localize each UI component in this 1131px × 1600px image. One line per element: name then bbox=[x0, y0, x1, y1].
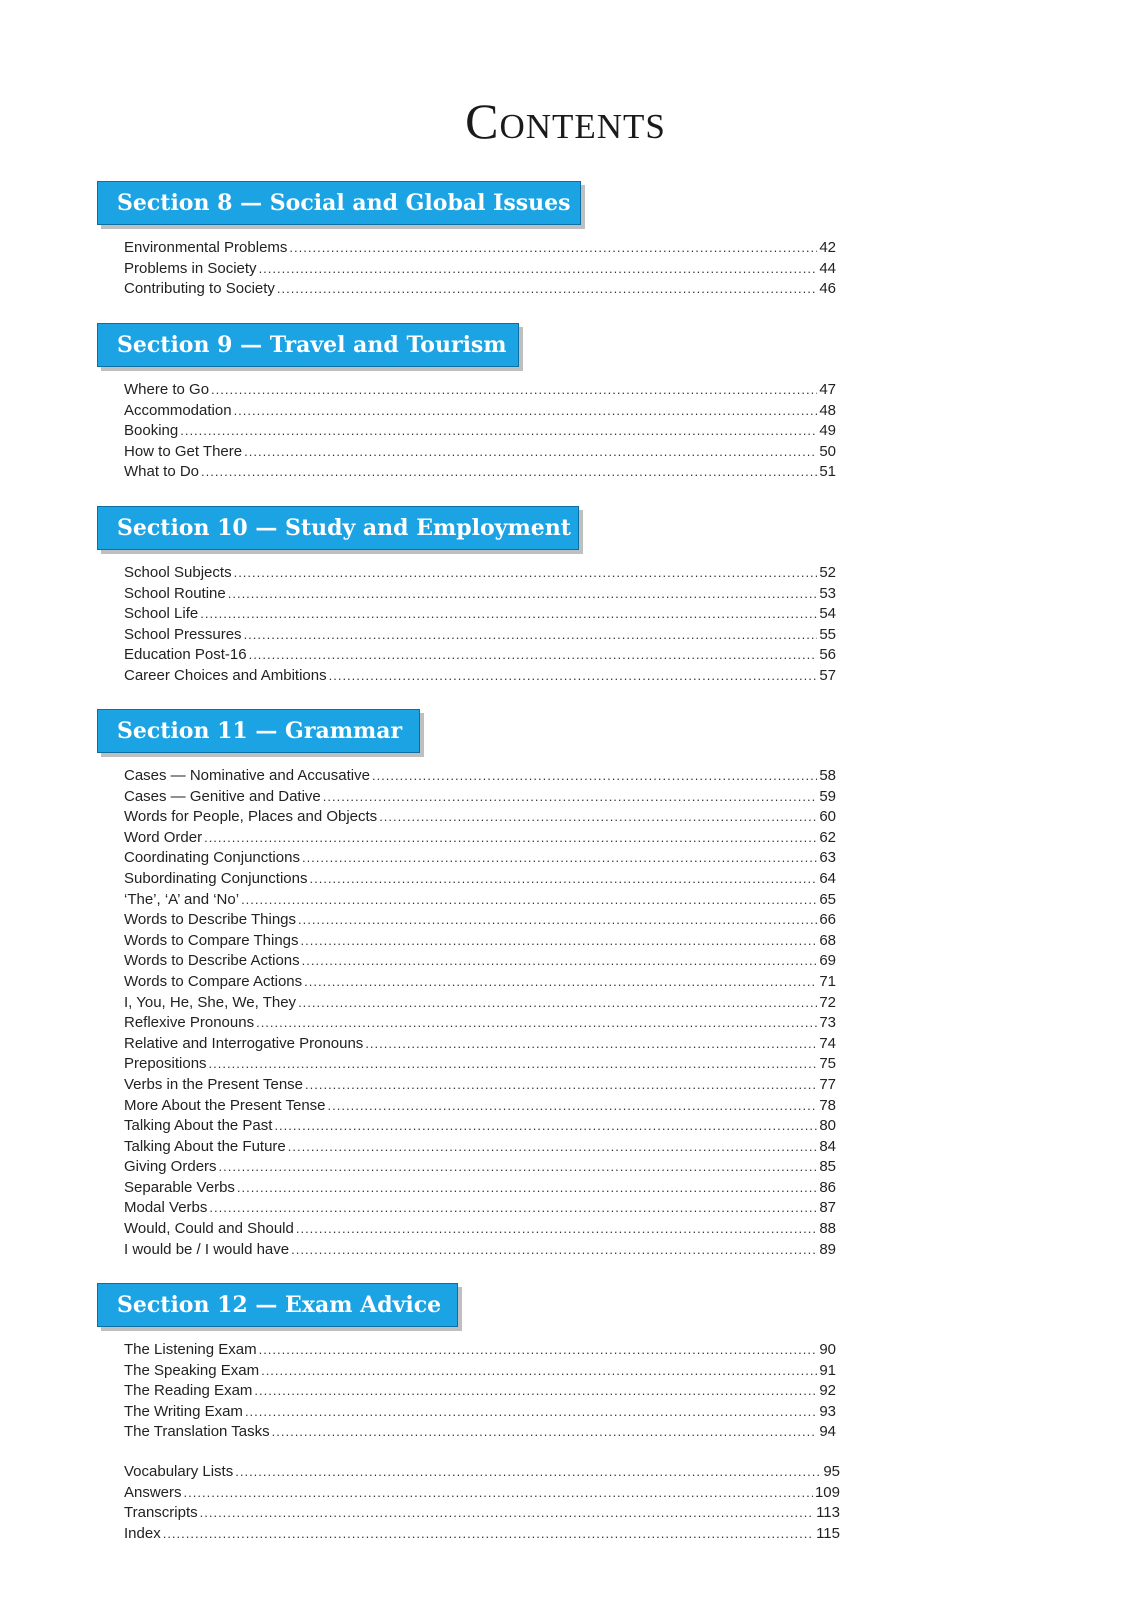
toc-entry[interactable] bbox=[124, 1402, 836, 1423]
dot-leader bbox=[259, 259, 818, 280]
toc-entry[interactable] bbox=[124, 1422, 836, 1443]
dot-leader bbox=[219, 1157, 818, 1178]
entry-title: Words to Compare Actions bbox=[124, 972, 303, 990]
dot-leader bbox=[234, 563, 818, 584]
dot-leader bbox=[254, 1381, 817, 1402]
toc-entry[interactable] bbox=[124, 625, 836, 646]
toc-entry[interactable] bbox=[124, 279, 836, 300]
toc-entry[interactable] bbox=[124, 462, 836, 483]
page-number: 58 bbox=[819, 767, 836, 784]
page-number: 46 bbox=[819, 280, 836, 298]
section-9-entries bbox=[124, 380, 836, 483]
entry-title: School Life bbox=[124, 605, 199, 623]
entry-title: Problems in Society bbox=[124, 259, 257, 277]
entry-title: Where to Go bbox=[124, 381, 210, 398]
page-number: 60 bbox=[819, 808, 836, 826]
toc-entry[interactable] bbox=[124, 1483, 840, 1504]
dot-leader bbox=[209, 1054, 818, 1075]
entry-title: The Reading Exam bbox=[124, 1382, 253, 1400]
dot-leader bbox=[249, 645, 818, 666]
toc-entry[interactable] bbox=[124, 666, 836, 687]
entry-title: Accommodation bbox=[124, 401, 232, 419]
page-number: 63 bbox=[819, 849, 836, 867]
dot-leader bbox=[298, 993, 817, 1014]
entry-title: More About the Present Tense bbox=[124, 1096, 326, 1114]
toc-entry[interactable] bbox=[124, 645, 836, 666]
page-number: 53 bbox=[819, 584, 836, 602]
dot-leader bbox=[259, 1340, 818, 1361]
entry-title: How to Get There bbox=[124, 442, 243, 460]
page-number: 65 bbox=[819, 890, 836, 908]
dot-leader bbox=[272, 1422, 818, 1443]
entry-title: Subordinating Conjunctions bbox=[124, 869, 308, 887]
toc-entry[interactable] bbox=[124, 828, 836, 849]
page-number: 75 bbox=[819, 1055, 836, 1073]
entry-title: Vocabulary Lists bbox=[124, 1463, 234, 1480]
dot-leader bbox=[200, 1503, 814, 1524]
entry-title: Words for People, Places and Objects bbox=[124, 808, 378, 826]
toc-entry[interactable] bbox=[124, 442, 836, 463]
dot-leader bbox=[289, 238, 817, 259]
toc-entry[interactable] bbox=[124, 1013, 836, 1034]
page-number: 74 bbox=[819, 1034, 836, 1052]
page-number: 66 bbox=[819, 911, 836, 929]
section-heading-10: Section 10 — Study and Employment bbox=[97, 506, 579, 550]
dot-leader bbox=[298, 910, 817, 931]
section-heading-11: Section 11 — Grammar bbox=[97, 709, 420, 753]
toc-entry[interactable] bbox=[124, 380, 836, 401]
dot-leader bbox=[301, 931, 818, 952]
toc-entry[interactable] bbox=[124, 1240, 836, 1261]
page-number: 47 bbox=[819, 381, 836, 398]
dot-leader bbox=[302, 951, 818, 972]
page-number: 48 bbox=[819, 401, 836, 419]
page-number: 86 bbox=[819, 1178, 836, 1196]
dot-leader bbox=[277, 279, 817, 300]
dot-leader bbox=[228, 584, 818, 605]
dot-leader bbox=[261, 1361, 817, 1382]
dot-leader bbox=[241, 890, 817, 911]
page-number: 69 bbox=[819, 952, 836, 970]
page-number: 64 bbox=[819, 869, 836, 887]
toc-entry[interactable] bbox=[124, 1096, 836, 1117]
toc-entry[interactable] bbox=[124, 890, 836, 911]
page-number: 77 bbox=[819, 1075, 836, 1093]
page-number: 84 bbox=[819, 1137, 836, 1155]
entry-title: Giving Orders bbox=[124, 1158, 217, 1176]
dot-leader bbox=[163, 1524, 814, 1545]
page-number: 90 bbox=[819, 1341, 836, 1358]
toc-entry[interactable] bbox=[124, 972, 836, 993]
toc-entry[interactable] bbox=[124, 1524, 840, 1545]
toc-entry[interactable] bbox=[124, 1075, 836, 1096]
section-8-entries bbox=[124, 238, 836, 300]
page-number: 56 bbox=[819, 646, 836, 664]
page-number: 57 bbox=[819, 666, 836, 684]
entry-title: Coordinating Conjunctions bbox=[124, 849, 300, 867]
toc-entry[interactable] bbox=[124, 869, 836, 890]
dot-leader bbox=[204, 828, 817, 849]
toc-entry[interactable] bbox=[124, 766, 836, 787]
entry-title: I, You, He, She, We, They bbox=[124, 993, 297, 1011]
page-number: 68 bbox=[819, 931, 836, 949]
page-number: 44 bbox=[819, 259, 836, 277]
dot-leader bbox=[234, 401, 818, 422]
entry-title: The Writing Exam bbox=[124, 1402, 243, 1420]
dot-leader bbox=[379, 807, 817, 828]
entry-title: I would be / I would have bbox=[124, 1240, 290, 1258]
page-number: 93 bbox=[819, 1402, 836, 1420]
entry-title: The Speaking Exam bbox=[124, 1361, 260, 1379]
section-heading-12: Section 12 — Exam Advice bbox=[97, 1283, 458, 1327]
page-number: 95 bbox=[823, 1463, 840, 1480]
toc-entry[interactable] bbox=[124, 951, 836, 972]
page-number: 42 bbox=[819, 239, 836, 256]
page-number: 113 bbox=[816, 1504, 840, 1522]
toc-entry[interactable] bbox=[124, 1503, 840, 1524]
toc-entry[interactable] bbox=[124, 1034, 836, 1055]
page-number: 55 bbox=[819, 625, 836, 643]
page-number: 80 bbox=[819, 1117, 836, 1135]
entry-title: Cases — Genitive and Dative bbox=[124, 787, 321, 805]
toc-entry[interactable] bbox=[124, 1116, 836, 1137]
dot-leader bbox=[296, 1219, 817, 1240]
dot-leader bbox=[288, 1137, 818, 1158]
entry-title: What to Do bbox=[124, 463, 200, 481]
dot-leader bbox=[200, 604, 817, 625]
page-number: 49 bbox=[819, 422, 836, 440]
entry-title: Environmental Problems bbox=[124, 239, 288, 256]
section-11-entries bbox=[124, 766, 836, 1260]
entry-title: ‘The’, ‘A’ and ‘No’ bbox=[124, 890, 240, 908]
entry-title: Education Post-16 bbox=[124, 646, 247, 664]
entry-title: School Routine bbox=[124, 584, 226, 602]
page-number: 59 bbox=[819, 787, 836, 805]
page-number: 87 bbox=[819, 1199, 836, 1217]
page-number: 94 bbox=[819, 1423, 836, 1441]
dot-leader bbox=[237, 1178, 817, 1199]
toc-entry[interactable] bbox=[124, 931, 836, 952]
toc-entry[interactable] bbox=[124, 1198, 836, 1219]
page-number: 89 bbox=[819, 1240, 836, 1258]
page-number: 72 bbox=[819, 993, 836, 1011]
appendix-entries bbox=[124, 1462, 840, 1544]
section-10-entries bbox=[124, 563, 836, 687]
dot-leader bbox=[329, 666, 818, 687]
page-number: 71 bbox=[819, 972, 836, 990]
page-number: 73 bbox=[819, 1014, 836, 1032]
entry-title: Relative and Interrogative Pronouns bbox=[124, 1034, 364, 1052]
page-number: 85 bbox=[819, 1158, 836, 1176]
toc-entry[interactable] bbox=[124, 584, 836, 605]
page-number: 91 bbox=[819, 1361, 836, 1379]
dot-leader bbox=[244, 625, 818, 646]
toc-entry[interactable] bbox=[124, 1137, 836, 1158]
dot-leader bbox=[235, 1462, 821, 1483]
dot-leader bbox=[201, 462, 817, 483]
dot-leader bbox=[304, 972, 817, 993]
page-number: 88 bbox=[819, 1220, 836, 1238]
page-number: 51 bbox=[819, 463, 836, 481]
entry-title: Reflexive Pronouns bbox=[124, 1014, 255, 1032]
toc-entry[interactable] bbox=[124, 1340, 836, 1361]
entry-title: Prepositions bbox=[124, 1055, 207, 1073]
toc-entry[interactable] bbox=[124, 421, 836, 442]
entry-title: Career Choices and Ambitions bbox=[124, 666, 327, 684]
page-number: 50 bbox=[819, 442, 836, 460]
entry-title: Talking About the Past bbox=[124, 1117, 273, 1135]
dot-leader bbox=[328, 1096, 818, 1117]
toc-entry[interactable] bbox=[124, 910, 836, 931]
toc-entry[interactable] bbox=[124, 1178, 836, 1199]
toc-entry[interactable] bbox=[124, 993, 836, 1014]
page-title: Contents bbox=[465, 93, 666, 149]
dot-leader bbox=[245, 1402, 817, 1423]
toc-entry[interactable] bbox=[124, 787, 836, 808]
toc-entry[interactable] bbox=[124, 604, 836, 625]
dot-leader bbox=[211, 380, 817, 401]
entry-title: Index bbox=[124, 1524, 161, 1542]
entry-title: School Pressures bbox=[124, 625, 242, 643]
dot-leader bbox=[209, 1198, 817, 1219]
page-number: 54 bbox=[819, 605, 836, 623]
entry-title: Talking About the Future bbox=[124, 1137, 286, 1155]
entry-title: The Translation Tasks bbox=[124, 1423, 270, 1441]
section-12-entries bbox=[124, 1340, 836, 1443]
entry-title: School Subjects bbox=[124, 564, 232, 581]
toc-entry[interactable] bbox=[124, 1381, 836, 1402]
dot-leader bbox=[184, 1483, 813, 1504]
page-number: 78 bbox=[819, 1096, 836, 1114]
toc-entry[interactable] bbox=[124, 807, 836, 828]
entry-title: Booking bbox=[124, 422, 179, 440]
entry-title: Verbs in the Present Tense bbox=[124, 1075, 304, 1093]
page-number: 92 bbox=[819, 1382, 836, 1400]
dot-leader bbox=[291, 1240, 817, 1261]
entry-title: Words to Describe Actions bbox=[124, 952, 300, 970]
dot-leader bbox=[372, 766, 817, 787]
dot-leader bbox=[323, 787, 818, 808]
toc-entry[interactable] bbox=[124, 848, 836, 869]
dot-leader bbox=[309, 869, 817, 890]
entry-title: The Listening Exam bbox=[124, 1341, 257, 1358]
page-number: 115 bbox=[816, 1524, 840, 1542]
entry-title: Would, Could and Should bbox=[124, 1220, 294, 1238]
toc-entry[interactable] bbox=[124, 1219, 836, 1240]
dot-leader bbox=[180, 421, 817, 442]
entry-title: Words to Describe Things bbox=[124, 911, 297, 929]
section-heading-9: Section 9 — Travel and Tourism bbox=[97, 323, 519, 367]
toc-entry[interactable] bbox=[124, 401, 836, 422]
toc-entry[interactable] bbox=[124, 238, 836, 259]
dot-leader bbox=[302, 848, 817, 869]
dot-leader bbox=[274, 1116, 817, 1137]
toc-entry[interactable] bbox=[124, 259, 836, 280]
dot-leader bbox=[256, 1013, 817, 1034]
entry-title: Words to Compare Things bbox=[124, 931, 299, 949]
page-number: 52 bbox=[819, 564, 836, 581]
toc-entry[interactable] bbox=[124, 1157, 836, 1178]
dot-leader bbox=[305, 1075, 817, 1096]
toc-entry[interactable] bbox=[124, 1361, 836, 1382]
dot-leader bbox=[365, 1034, 817, 1055]
toc-entry[interactable] bbox=[124, 1462, 840, 1483]
dot-leader bbox=[244, 442, 817, 463]
entry-title: Transcripts bbox=[124, 1504, 198, 1522]
entry-title: Word Order bbox=[124, 828, 203, 846]
entry-title: Contributing to Society bbox=[124, 280, 275, 298]
page-number: 62 bbox=[819, 828, 836, 846]
toc-entry[interactable] bbox=[124, 563, 836, 584]
entry-title: Modal Verbs bbox=[124, 1199, 208, 1217]
entry-title: Cases — Nominative and Accusative bbox=[124, 767, 370, 784]
section-heading-8: Section 8 — Social and Global Issues bbox=[97, 181, 581, 225]
entry-title: Answers bbox=[124, 1483, 182, 1501]
entry-title: Separable Verbs bbox=[124, 1178, 235, 1196]
page-number: 109 bbox=[814, 1483, 840, 1501]
toc-entry[interactable] bbox=[124, 1054, 836, 1075]
